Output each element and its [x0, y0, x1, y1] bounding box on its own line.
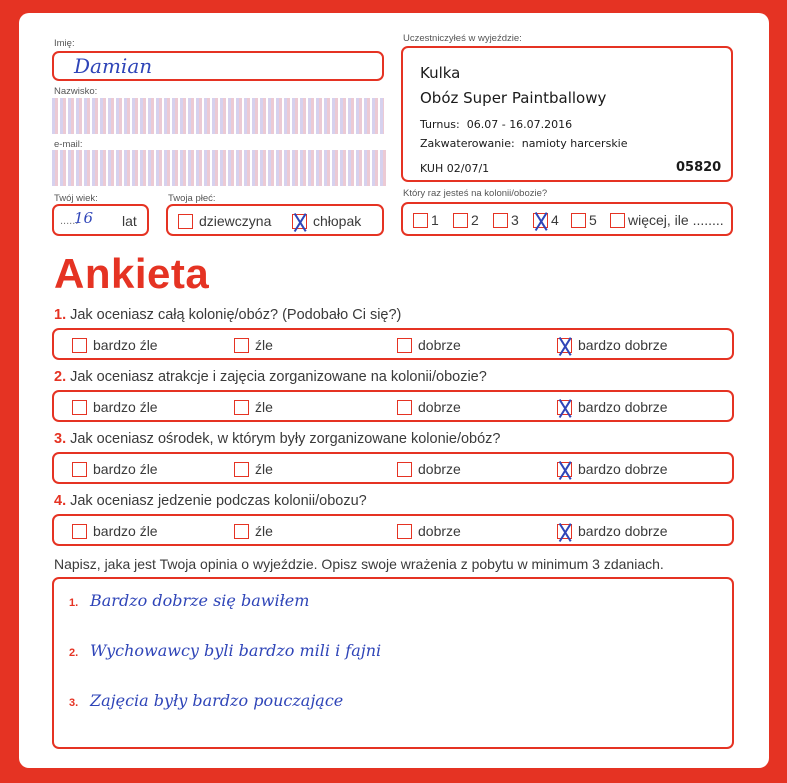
rating-label: bardzo źle: [93, 461, 158, 478]
email-label: e-mail:: [54, 139, 83, 150]
question-number: 3.: [54, 431, 67, 447]
rating-option[interactable]: [557, 522, 668, 539]
question-4-text: [54, 493, 367, 509]
opinion-line-number: 2.: [69, 647, 79, 659]
checkbox-5[interactable]: [571, 213, 586, 228]
rating-checkbox[interactable]: [397, 462, 412, 477]
rating-option[interactable]: [234, 398, 273, 415]
rating-label: dobrze: [418, 461, 461, 478]
rating-label: dobrze: [418, 399, 461, 416]
rating-option[interactable]: [557, 460, 668, 477]
imie-value: Damian: [74, 54, 153, 78]
rating-option[interactable]: [72, 336, 158, 353]
rating-label: bardzo źle: [93, 523, 158, 540]
rating-option[interactable]: [234, 336, 273, 353]
question-label: Jak oceniasz ośrodek, w którym były zorganizowane kolonie/obóz?: [70, 431, 501, 447]
card-camp: Obóz Super Paintballowy: [420, 89, 607, 107]
question-1-text: [54, 307, 401, 323]
rating-checkbox[interactable]: [72, 400, 87, 415]
survey-title: Ankieta: [54, 250, 210, 297]
checkbox-2[interactable]: [453, 213, 468, 228]
rating-checkbox[interactable]: [397, 524, 412, 539]
rating-checkbox[interactable]: [72, 462, 87, 477]
wiek-unit: lat: [122, 213, 137, 229]
rating-option[interactable]: [397, 522, 461, 539]
opinion-line-text: Zajęcia były bardzo pouczające: [90, 691, 344, 710]
rating-label: bardzo dobrze: [578, 337, 668, 354]
opinion-prompt: Napisz, jaka jest Twoja opinia o wyjeździe. Opisz swoje wrażenia z pobytu w minimum 3 zdaniach.: [54, 556, 664, 572]
rating-label: źle: [255, 523, 273, 540]
question-2-text: [54, 369, 487, 385]
card-zakw-label: Zakwaterowanie:: [420, 137, 515, 150]
ktory-option-2[interactable]: 2: [453, 211, 479, 228]
rating-option[interactable]: [72, 522, 158, 539]
card-code: KUH 02/07/1: [420, 162, 490, 175]
plec-field: [166, 204, 384, 236]
rating-label: dobrze: [418, 337, 461, 354]
opinion-line-number: 1.: [69, 597, 79, 609]
ktory-label: Który raz jesteś na kolonii/obozie?: [403, 188, 548, 199]
plec-option-chlopak[interactable]: chłopak: [292, 212, 361, 229]
rating-option[interactable]: [234, 522, 273, 539]
question-3-text: [54, 431, 500, 447]
checkbox-4[interactable]: [533, 213, 548, 228]
opinion-line-number: 3.: [69, 697, 79, 709]
card-name: Kulka: [420, 64, 461, 82]
card-number: 05820: [676, 160, 722, 175]
rating-label: źle: [255, 399, 273, 416]
rating-checkbox[interactable]: [397, 400, 412, 415]
card-zakwaterowanie: [420, 137, 628, 150]
rating-option[interactable]: [397, 398, 461, 415]
wiek-label: Twój wiek:: [54, 193, 98, 204]
rating-checkbox[interactable]: [234, 524, 249, 539]
rating-option[interactable]: [557, 398, 668, 415]
plec-label: Twoja płeć:: [168, 193, 216, 204]
question-label: Jak oceniasz jedzenie podczas kolonii/obozu?: [70, 493, 367, 509]
ktory-option-1[interactable]: 1: [413, 211, 439, 228]
rating-option[interactable]: [397, 336, 461, 353]
rating-label: dobrze: [418, 523, 461, 540]
checkbox-3[interactable]: [493, 213, 508, 228]
rating-label: źle: [255, 337, 273, 354]
rating-option[interactable]: [234, 460, 273, 477]
checkbox-chlopak[interactable]: [292, 214, 307, 229]
rating-checkbox[interactable]: [234, 338, 249, 353]
question-4-options: [52, 514, 734, 546]
wiek-dots: ......: [60, 215, 79, 227]
ktory-option-5[interactable]: 5: [571, 211, 597, 228]
ktory-option-3[interactable]: 3: [493, 211, 519, 228]
checkbox-wiecej[interactable]: [610, 213, 625, 228]
rating-label: bardzo dobrze: [578, 399, 668, 416]
email-field-redacted: [52, 150, 388, 186]
card-turnus-value: 06.07 - 16.07.2016: [466, 118, 573, 131]
question-2-options: [52, 390, 734, 422]
rating-option[interactable]: [72, 398, 158, 415]
rating-option[interactable]: [72, 460, 158, 477]
opinion-line-text: Bardzo dobrze się bawiłem: [90, 591, 310, 610]
rating-checkbox[interactable]: [234, 400, 249, 415]
nazwisko-label: Nazwisko:: [54, 86, 98, 97]
rating-label: bardzo źle: [93, 337, 158, 354]
question-1-options: [52, 328, 734, 360]
rating-checkbox[interactable]: [234, 462, 249, 477]
imie-field[interactable]: [52, 51, 384, 81]
rating-checkbox[interactable]: [557, 400, 572, 415]
rating-checkbox[interactable]: [397, 338, 412, 353]
rating-checkbox[interactable]: [72, 524, 87, 539]
card-zakw-value: namioty harcerskie: [521, 137, 628, 150]
rating-label: źle: [255, 461, 273, 478]
question-number: 4.: [54, 493, 67, 509]
wiek-value: 16: [74, 209, 94, 227]
rating-checkbox[interactable]: [557, 338, 572, 353]
ktory-field: [401, 202, 733, 236]
wiek-field[interactable]: [52, 204, 149, 236]
question-label: Jak oceniasz całą kolonię/obóz? (Podobało Ci się?): [70, 307, 402, 323]
plec-option-dziewczyna[interactable]: dziewczyna: [178, 212, 271, 229]
rating-option[interactable]: [397, 460, 461, 477]
rating-label: bardzo źle: [93, 399, 158, 416]
question-number: 2.: [54, 369, 67, 385]
imie-label: Imię:: [54, 38, 75, 49]
rating-checkbox[interactable]: [557, 524, 572, 539]
question-number: 1.: [54, 307, 67, 323]
rating-label: bardzo dobrze: [578, 523, 668, 540]
card-turnus-label: Turnus:: [420, 118, 460, 131]
checkbox-1[interactable]: [413, 213, 428, 228]
rating-label: bardzo dobrze: [578, 461, 668, 478]
rating-checkbox[interactable]: [557, 462, 572, 477]
opinion-line-text: Wychowawcy byli bardzo mili i fajni: [90, 641, 382, 660]
question-label: Jak oceniasz atrakcje i zajęcia zorganizowane na kolonii/obozie?: [70, 369, 487, 385]
question-3-options: [52, 452, 734, 484]
ktory-option-4[interactable]: 4: [533, 211, 559, 228]
nazwisko-field-redacted: [52, 98, 384, 134]
rating-checkbox[interactable]: [72, 338, 87, 353]
uczestnik-label: Uczestniczyłeś w wyjeździe:: [403, 33, 522, 44]
ktory-option-wiecej[interactable]: więcej, ile ........: [610, 211, 724, 228]
card-turnus: [420, 118, 572, 131]
checkbox-dziewczyna[interactable]: [178, 214, 193, 229]
rating-option[interactable]: [557, 336, 668, 353]
